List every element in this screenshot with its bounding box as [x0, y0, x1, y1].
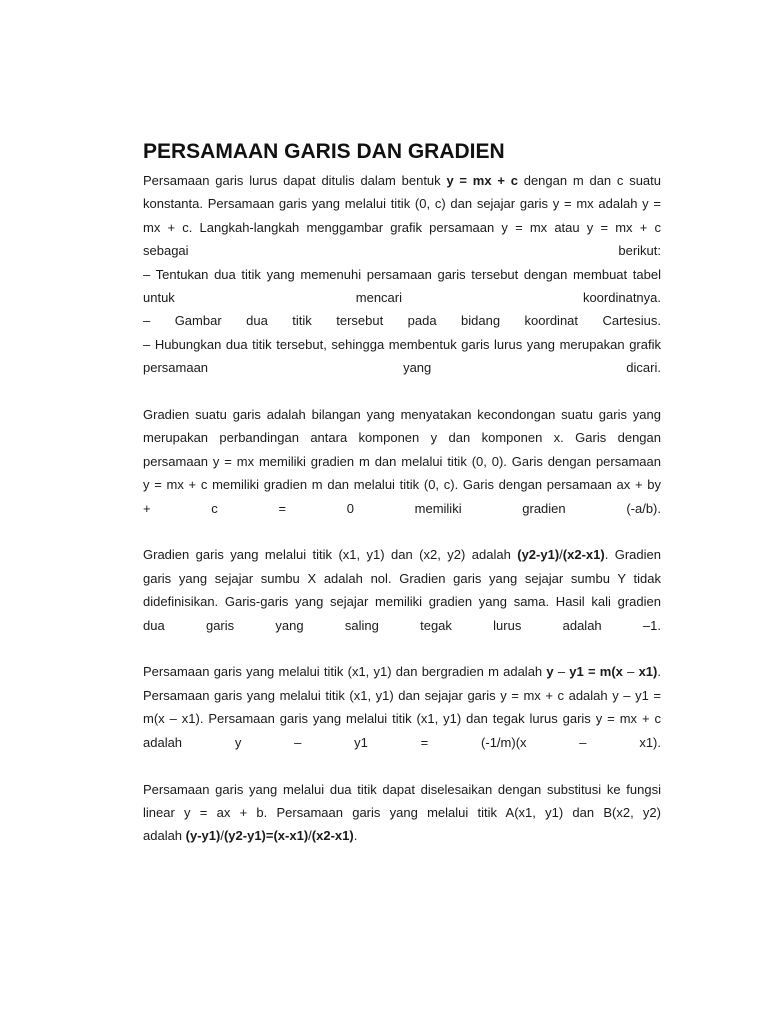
text-run: – Hubungkan dua titik tersebut, sehingga membentuk garis lurus yang merupakan grafik	[143, 336, 661, 352]
text-run: garis yang sejajar sumbu X adalah nol. Gradien garis yang sejajar sumbu Y tidak	[143, 570, 661, 586]
bold-formula: y1 = m(x	[569, 664, 623, 680]
bold-formula: (x2-x1)	[562, 547, 605, 563]
bold-formula: (x2-x1)	[311, 828, 354, 844]
text-line	[143, 497, 661, 520]
text-run: adalah	[143, 828, 186, 844]
text-line	[143, 333, 661, 356]
paragraph	[143, 660, 661, 754]
text-run: Gradien suatu garis adalah bilangan yang menyatakan kecondongan suatu garis yang	[143, 407, 661, 423]
paragraph	[143, 543, 661, 637]
text-line	[143, 660, 661, 683]
text-run: mx + c. Langkah-langkah menggambar grafik persamaan y = mx atau y = mx + c	[143, 219, 661, 235]
text-line	[143, 169, 661, 192]
bold-formula: y	[546, 664, 554, 680]
text-run: persamaan yang dicari.	[143, 360, 661, 376]
text-run: /	[308, 828, 312, 844]
text-run: konstanta. Persamaan garis yang melalui titik (0, c) dan sejajar garis y = mx adalah y =	[143, 196, 661, 212]
text-line	[143, 286, 661, 309]
text-line	[143, 309, 661, 332]
text-run: – Tentukan dua titik yang memenuhi persamaan garis tersebut dengan membuat tabel	[143, 266, 661, 282]
text-run: didefinisikan. Garis-garis yang sejajar memiliki gradien yang sama. Hasil kali gradien	[143, 594, 661, 610]
text-line	[143, 216, 661, 239]
text-line	[143, 801, 661, 824]
document-page	[143, 139, 661, 871]
text-run: –	[553, 664, 570, 680]
text-line	[143, 614, 661, 637]
text-line	[143, 543, 661, 566]
text-run: dengan m dan c suatu	[517, 173, 661, 188]
text-line	[143, 778, 661, 801]
text-run: merupakan perbandingan antara komponen y dan komponen x. Garis dengan	[143, 430, 661, 446]
text-run: untuk mencari koordinatnya.	[143, 290, 661, 306]
text-line	[143, 473, 661, 496]
text-run: /	[559, 547, 563, 563]
text-line	[143, 239, 661, 262]
page-title: PERSAMAAN GARIS DAN GRADIEN	[143, 140, 505, 163]
text-line	[143, 450, 661, 473]
text-run: Persamaan garis yang melalui dua titik dapat diselesaikan dengan substitusi ke fungsi	[143, 781, 661, 797]
text-run: m(x – x1). Persamaan garis yang melalui titik (x1, y1) dan tegak lurus garis y = mx + c	[143, 711, 661, 727]
text-run: y = mx + c memiliki gradien m dan melalui titik (0, c). Garis dengan persamaan ax + by	[143, 477, 661, 493]
text-run: . Gradien	[604, 547, 661, 563]
bold-formula: (y2-y1)	[517, 547, 560, 563]
text-line	[143, 263, 661, 286]
text-run: linear y = ax + b. Persamaan garis yang melalui titik A(x1, y1) dan B(x2, y2)	[143, 804, 661, 820]
text-run: persamaan y = mx memiliki gradien m dan melalui titik (0, 0). Garis dengan persamaan	[143, 453, 661, 469]
text-line	[143, 403, 661, 426]
text-run: Persamaan garis lurus dapat ditulis dalam bentuk	[143, 173, 447, 188]
text-line	[143, 567, 661, 590]
text-run: .	[353, 828, 358, 844]
bold-formula: (y2-y1)=(x-x1)	[223, 828, 309, 844]
text-run: /	[220, 828, 224, 844]
text-run: + c = 0 memiliki gradien (-a/b).	[143, 500, 661, 516]
text-run: –	[622, 664, 639, 680]
text-line	[143, 356, 661, 379]
bold-formula: (y-y1)	[185, 828, 221, 844]
paragraph	[143, 403, 661, 520]
bold-formula: y = mx + c	[446, 173, 518, 188]
text-run: adalah y – y1 = (-1/m)(x – x1).	[143, 734, 661, 750]
text-run: Persamaan garis yang melalui titik (x1, y1) dan sejajar garis y = mx + c adalah y – y1 =	[143, 687, 661, 703]
text-run: Gradien garis yang melalui titik (x1, y1) dan (x2, y2) adalah	[143, 547, 518, 563]
text-line	[143, 590, 661, 613]
text-run: sebagai berikut:	[143, 243, 661, 259]
text-run: – Gambar dua titik tersebut pada bidang koordinat Cartesius.	[143, 313, 661, 329]
text-line	[143, 426, 661, 449]
paragraph	[143, 778, 661, 848]
paragraph	[143, 169, 661, 380]
text-line	[143, 731, 661, 754]
text-line	[143, 707, 661, 730]
document-body	[143, 169, 661, 848]
text-run: Persamaan garis yang melalui titik (x1, y1) dan bergradien m adalah	[143, 664, 547, 680]
text-run: dua garis yang saling tegak lurus adalah –1.	[143, 617, 661, 633]
text-line	[143, 684, 661, 707]
text-run: .	[657, 664, 661, 680]
text-line	[143, 192, 661, 215]
bold-formula: x1)	[638, 664, 658, 680]
text-line	[143, 824, 661, 847]
